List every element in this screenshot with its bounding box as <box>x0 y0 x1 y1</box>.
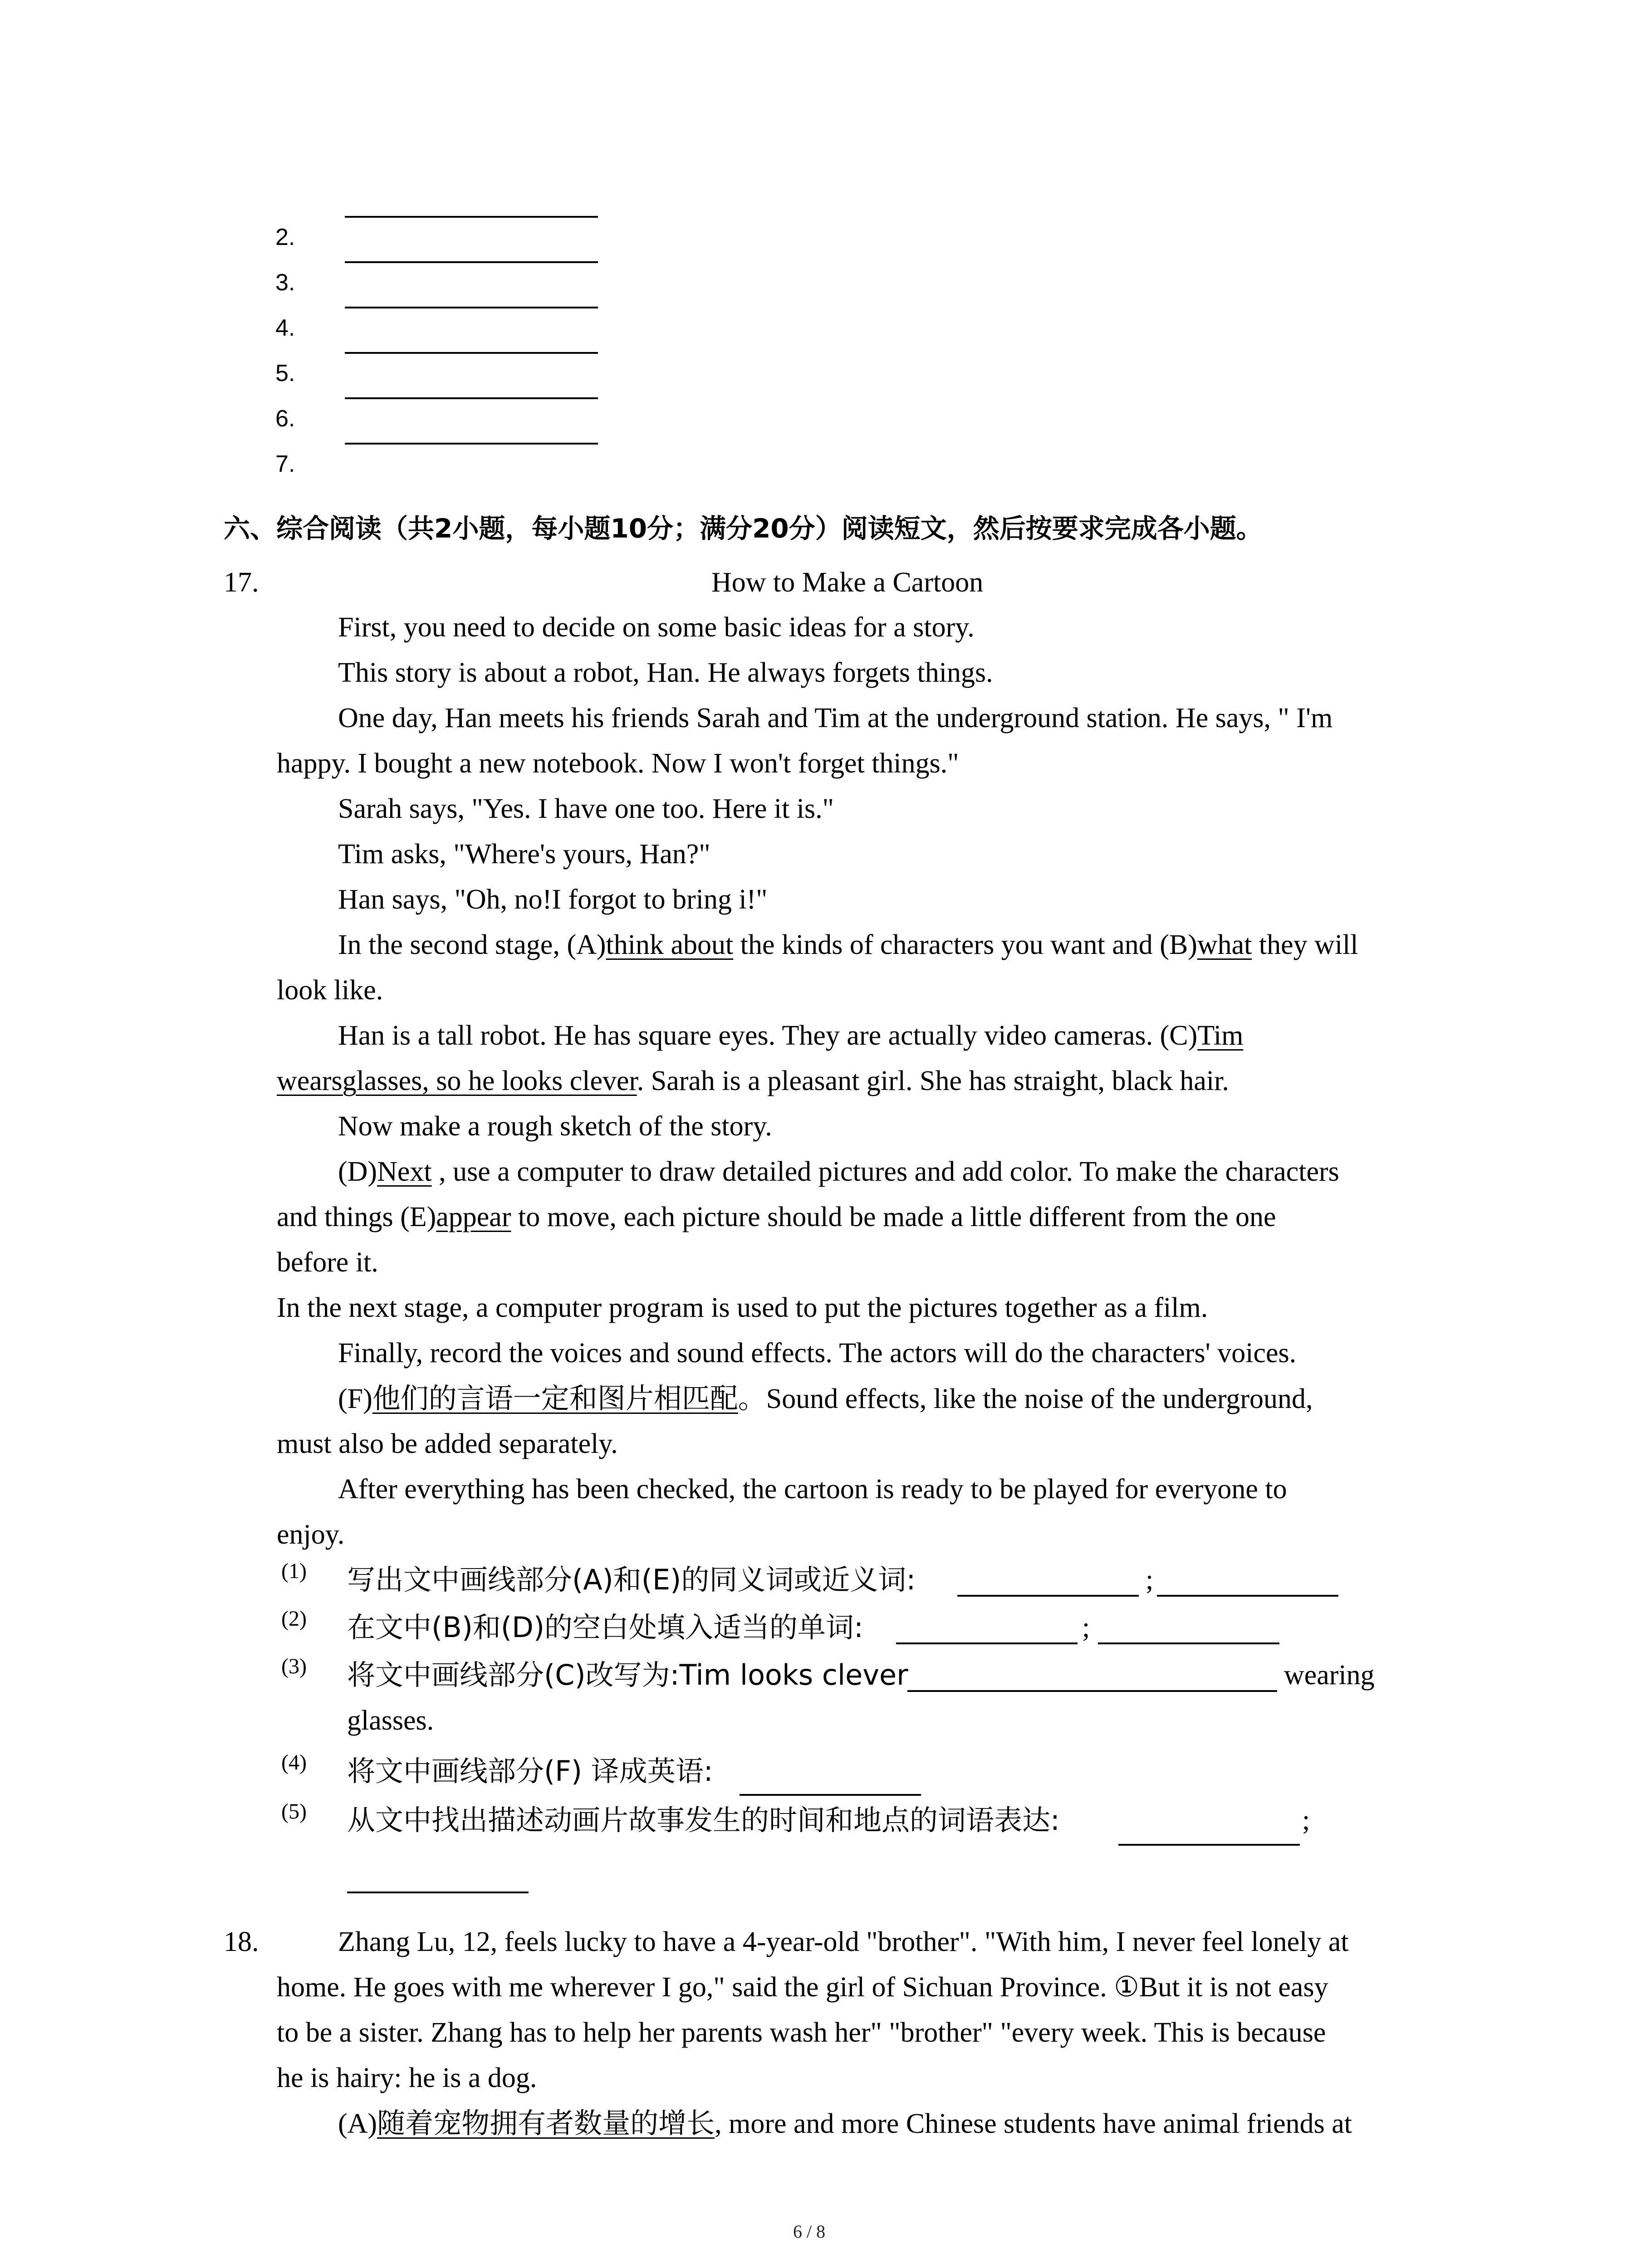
text-run: . Sarah is a pleasant girl. She has straight, black hair. <box>637 1066 1229 1096</box>
text-run: to move, each picture should be made a little different from the one <box>511 1202 1276 1232</box>
answer-blank-1 <box>345 216 598 218</box>
passage-paragraph: In the next stage, a computer program is used to put the pictures together as a film. <box>277 1292 1208 1323</box>
text-run: , use a computer to draw detailed pictures and add color. To make the characters <box>431 1156 1339 1187</box>
answer-blank-5 <box>345 397 598 399</box>
blank-separator: ; <box>1146 1564 1154 1595</box>
sub-question-text: 在文中(B)和(D)的空白处填入适当的单词: <box>347 1611 863 1644</box>
text-run: Han is a tall robot. He has square eyes. They are actually video cameras. (C) <box>338 1020 1198 1051</box>
sub-question-2 <box>347 1613 863 1642</box>
blank-separator: ; <box>1082 1612 1090 1643</box>
question-number-17: 17. <box>224 567 259 598</box>
passage-paragraph-cont <box>277 1067 1229 1095</box>
sub-question-text: 写出文中画线部分(A)和(E)的同义词或近义词: <box>347 1563 916 1596</box>
answer-blank-sub1-b <box>1157 1595 1338 1597</box>
underlined-phrase-f: 他们的言语一定和图片相匹配 <box>372 1382 738 1415</box>
passage-paragraph <box>338 931 1358 959</box>
passage-paragraph-cont: before it. <box>277 1247 378 1278</box>
answer-blank-2 <box>345 261 598 263</box>
passage-paragraph-cont <box>277 1203 1276 1231</box>
answer-blank-sub1-a <box>957 1595 1139 1597</box>
answer-blank-sub2-a <box>896 1642 1078 1644</box>
answer-blank-sub5-b <box>347 1892 529 1893</box>
underlined-phrase-a: 随着宠物拥有者数量的增长 <box>377 2107 715 2140</box>
passage-paragraph-cont: happy. I bought a new notebook. Now I won't forget things." <box>277 748 959 779</box>
passage-paragraph: One day, Han meets his friends Sarah and Tim at the underground station. He says, " I'm <box>338 703 1333 733</box>
text-run: 。Sound effects, like the noise of the underground, <box>738 1383 1313 1414</box>
text-run: they will <box>1252 929 1358 960</box>
passage-paragraph: This story is about a robot, Han. He always forgets things. <box>338 657 993 688</box>
answer-blank-4 <box>345 352 598 354</box>
sub-question-text-cont: glasses. <box>347 1705 434 1736</box>
answer-blank-sub4 <box>740 1794 921 1796</box>
underlined-word-e: appear <box>436 1202 511 1232</box>
sub-question-number: (2) <box>281 1607 307 1631</box>
sub-question-5 <box>347 1806 1060 1835</box>
passage-paragraph-cont: must also be added separately. <box>277 1428 618 1459</box>
passage-paragraph: Finally, record the voices and sound effects. The actors will do the characters' voices. <box>338 1338 1297 1369</box>
passage-paragraph <box>338 1022 1243 1050</box>
passage-paragraph-cont: he is hairy: he is a dog. <box>277 2063 537 2093</box>
text-run: and things (E) <box>277 1202 436 1232</box>
passage-paragraph <box>338 2109 1352 2138</box>
answer-blank-sub3 <box>907 1690 1277 1692</box>
answer-line-label: 4. <box>275 315 295 341</box>
text-run: (A) <box>338 2108 377 2139</box>
underlined-word-b: what <box>1197 929 1252 960</box>
answer-blank-sub2-b <box>1098 1642 1279 1644</box>
answer-blank-3 <box>345 307 598 308</box>
sub-question-1 <box>347 1563 916 1596</box>
sub-question-number: (3) <box>281 1654 307 1678</box>
text-run: (D) <box>338 1156 377 1187</box>
text-run: the kinds of characters you want and (B) <box>733 929 1197 960</box>
question-number-18: 18. <box>224 1926 259 1957</box>
underlined-phrase-a: think about <box>606 929 734 960</box>
passage-paragraph: After everything has been checked, the cartoon is ready to be played for everyone to <box>338 1474 1287 1505</box>
answer-blank-6 <box>345 443 598 445</box>
passage-title: How to Make a Cartoon <box>711 567 984 598</box>
sub-question-3 <box>347 1658 908 1691</box>
page-number: 6 / 8 <box>793 2221 826 2242</box>
passage-paragraph <box>338 1384 1313 1413</box>
text-run: , more and more Chinese students have animal friends at <box>715 2108 1352 2139</box>
underlined-phrase-c: wearsglasses, so he looks clever <box>277 1066 637 1096</box>
blank-separator: ; <box>1302 1805 1310 1836</box>
sub-question-number: (5) <box>281 1799 307 1823</box>
text-run: In the second stage, (A) <box>338 929 606 960</box>
sub-question-number: (1) <box>281 1559 307 1583</box>
passage-paragraph <box>338 1158 1339 1186</box>
answer-blank-sub5-a <box>1118 1844 1300 1846</box>
passage-paragraph-cont: look like. <box>277 975 383 1006</box>
answer-line-label: 5. <box>275 360 295 386</box>
sub-question-text: 从文中找出描述动画片故事发生的时间和地点的词语表达: <box>347 1804 1060 1837</box>
sub-question-number: (4) <box>281 1750 307 1774</box>
passage-paragraph-cont: to be a sister. Zhang has to help her parents wash her" "brother" "every week. This is because <box>277 2017 1326 2048</box>
passage-paragraph: Sarah says, "Yes. I have one too. Here it is." <box>338 793 834 824</box>
sub-question-4 <box>347 1757 713 1786</box>
passage-paragraph: Now make a rough sketch of the story. <box>338 1111 772 1142</box>
answer-line-label: 6. <box>275 406 295 432</box>
sub-question-text: 将文中画线部分(C)改写为:Tim looks clever <box>347 1658 908 1691</box>
answer-line-label: 2. <box>275 224 295 250</box>
answer-line-label: 7. <box>275 451 295 477</box>
text-run: (F) <box>338 1383 372 1414</box>
passage-paragraph-cont: enjoy. <box>277 1519 345 1550</box>
passage-paragraph: Zhang Lu, 12, feels lucky to have a 4-year-old "brother". "With him, I never feel lonely at <box>338 1926 1349 1957</box>
passage-paragraph: First, you need to decide on some basic ideas for a story. <box>338 612 975 643</box>
passage-paragraph: Han says, "Oh, no!I forgot to bring i!" <box>338 884 768 915</box>
section-heading: 六、综合阅读（共2小题，每小题10分；满分20分）阅读短文，然后按要求完成各小题。 <box>224 513 1263 544</box>
passage-paragraph: Tim asks, "Where's yours, Han?" <box>338 839 710 870</box>
answer-line-label: 3. <box>275 269 295 296</box>
underlined-word-d: Next <box>377 1156 432 1187</box>
underlined-phrase-c: Tim <box>1197 1020 1244 1051</box>
sub-question-text-end: wearing <box>1284 1660 1375 1691</box>
passage-paragraph-cont: home. He goes with me wherever I go," said the girl of Sichuan Province. ①But it is not easy <box>277 1972 1328 2003</box>
sub-question-text: 将文中画线部分(F) 译成英语: <box>347 1755 713 1788</box>
